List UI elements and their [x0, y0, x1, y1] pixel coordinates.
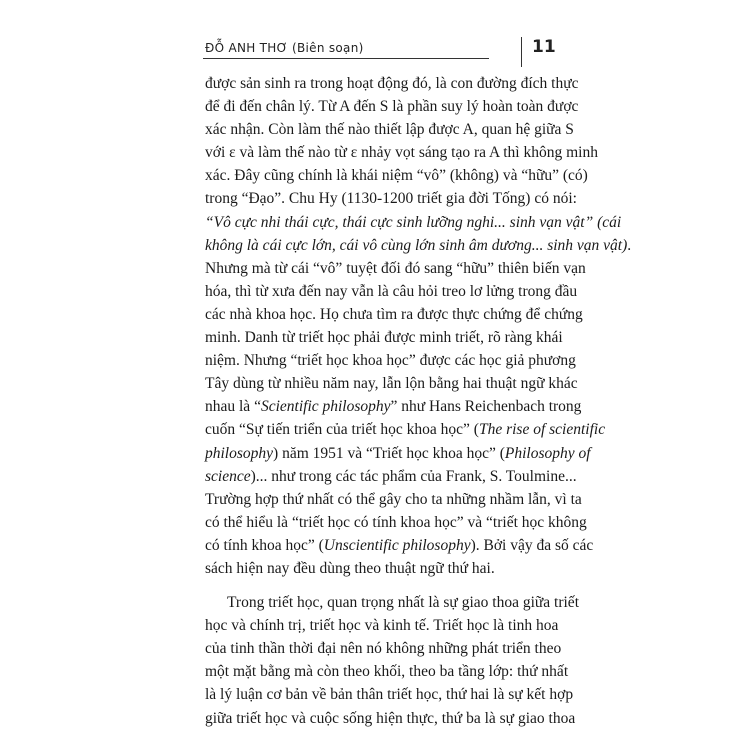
text-line	[205, 557, 540, 580]
text-line	[205, 72, 579, 95]
text-line	[205, 303, 583, 326]
text-run: minh. Danh từ triết học phải được minh triết, rõ ràng khái	[205, 329, 563, 347]
italic-run: không là cái cực lớn, cái vô cùng lớn sinh âm dương... sinh vạn vật)	[205, 236, 628, 254]
text-run: các nhà khoa học. Họ chưa tìm ra được thực chứng để chứng	[205, 305, 583, 323]
text-line	[205, 234, 632, 257]
text-line	[205, 164, 588, 187]
text-run: sách hiện nay đều dùng theo thuật ngữ thứ hai.	[205, 559, 495, 577]
text-line	[205, 257, 586, 280]
text-run: có tính khoa học” (	[205, 536, 324, 554]
text-line	[205, 511, 587, 534]
text-line	[205, 372, 578, 395]
italic-run: Scientific philosophy	[260, 398, 391, 416]
text-run: Trường hợp thứ nhất có thể gây cho ta những nhầm lẫn, vì ta	[205, 490, 582, 508]
text-run: học và chính trị, triết học và kinh tế. Triết học là tinh hoa	[205, 617, 559, 635]
page-number: 11	[532, 37, 556, 57]
italic-run: “Vô cực nhi thái cực, thái cực sinh lưỡng nghi... sinh vạn vật” (cái	[205, 213, 622, 231]
text-line	[205, 141, 598, 164]
text-line	[205, 707, 576, 730]
text-run: niệm. Nhưng “triết học khoa học” được các học giả phương	[205, 352, 576, 370]
text-line	[205, 395, 582, 418]
italic-run: philosophy	[205, 444, 274, 462]
text-line	[205, 614, 559, 637]
text-run: hóa, thì từ xưa đến nay vẫn là câu hỏi treo lơ lửng trong đầu	[205, 282, 578, 300]
text-run: giữa triết học và cuộc sống hiện thực, thứ ba là sự giao thoa	[205, 709, 576, 727]
text-run: ” như Hans Reichenbach trong	[390, 398, 582, 416]
italic-run: Unscientific philosophy	[323, 536, 471, 554]
text-run: của tinh thần thời đại nên nó không những phát triển theo	[205, 640, 562, 658]
text-run: Nhưng mà từ cái “vô” tuyệt đối đó sang “hữu” thiên biến vạn	[205, 259, 586, 277]
text-run: có thể hiểu là “triết học có tính khoa học” và “triết học không	[205, 513, 587, 531]
text-line	[205, 326, 563, 349]
header-divider	[521, 37, 522, 67]
text-run: ) năm 1951 và “Triết học khoa học” (	[273, 444, 505, 462]
body-text	[205, 72, 632, 730]
italic-run: Philosophy of	[504, 444, 591, 462]
text-line	[205, 591, 579, 614]
text-line	[205, 118, 574, 141]
text-line	[205, 187, 577, 210]
text-run: với ε và làm thế nào từ ε nhảy vọt sáng tạo ra A thì không minh	[205, 144, 598, 162]
text-run: Tây dùng từ nhiều năm nay, lẫn lộn bằng hai thuật ngữ khác	[205, 375, 578, 393]
text-run: Trong triết học, quan trọng nhất là sự giao thoa giữa triết	[227, 594, 579, 612]
italic-run: The rise of scientific	[478, 421, 606, 439]
italic-run: science	[205, 467, 251, 485]
text-line	[205, 95, 579, 118]
text-line	[205, 660, 569, 683]
text-line	[205, 534, 594, 557]
text-line	[205, 418, 606, 441]
text-line	[205, 488, 582, 511]
running-header-author: ĐỖ ANH THƠ (Biên soạn)	[205, 41, 364, 55]
text-line	[205, 683, 574, 706]
text-line	[205, 211, 622, 234]
header-rule	[203, 58, 489, 59]
text-line	[205, 280, 578, 303]
text-run: )... như trong các tác phẩm của Frank, S. Toulmine...	[250, 467, 577, 485]
text-run: xác nhận. Còn làm thế nào thiết lập được A, quan hệ giữa S	[205, 121, 574, 139]
text-line	[205, 637, 562, 660]
text-line	[205, 442, 591, 465]
text-line	[205, 465, 577, 488]
text-run: xác. Đây cũng chính là khái niệm “vô” (không) và “hữu” (có)	[205, 167, 588, 185]
text-run: là lý luận cơ bản về bản thân triết học, thứ hai là sự kết hợp	[205, 686, 574, 704]
text-run: .	[627, 236, 632, 254]
text-run: một mặt bằng mà còn theo khối, theo ba tầng lớp: thứ nhất	[205, 663, 569, 681]
text-run: cuốn “Sự tiến triển của triết học khoa học” (	[205, 421, 479, 439]
text-run: nhau là “	[205, 398, 261, 416]
text-run: được sản sinh ra trong hoạt động đó, là con đường đích thực	[205, 75, 579, 92]
text-run: ). Bởi vậy đa số các	[470, 536, 594, 554]
text-line	[205, 349, 576, 372]
text-run: trong “Đạo”. Chu Hy (1130-1200 triết gia đời Tống) có nói:	[205, 190, 577, 208]
text-run: để đi đến chân lý. Từ A đến S là phần suy lý hoàn toàn được	[205, 98, 579, 116]
